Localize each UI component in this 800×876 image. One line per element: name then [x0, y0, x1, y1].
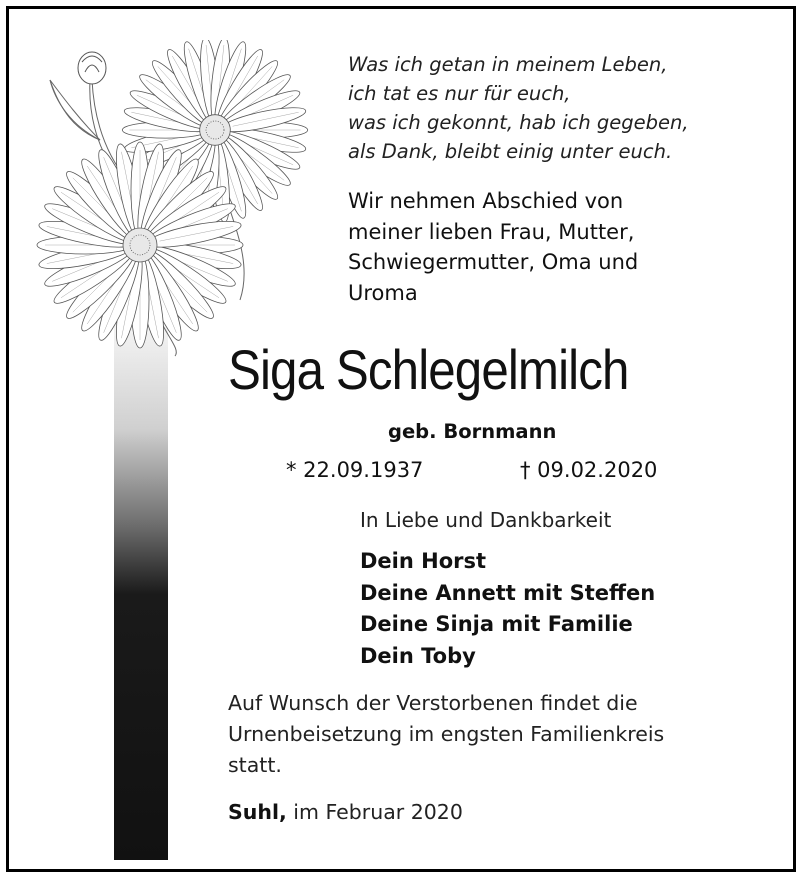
date-text: im Februar 2020: [286, 800, 463, 824]
deceased-name: Siga Schlegelmilch: [228, 338, 629, 401]
birth-date: * 22.09.1937: [286, 458, 424, 482]
funeral-notice: Auf Wunsch der Verstorbenen findet die Urnenbeisetzung im engsten Familienkreis statt.: [228, 691, 665, 777]
gratitude-line: In Liebe und Dankbarkeit: [360, 508, 612, 532]
daisy-flowers-illustration: [30, 40, 330, 360]
death-date: † 09.02.2020: [520, 458, 658, 482]
family-member: Dein Horst: [360, 549, 487, 573]
family-list: [360, 546, 655, 672]
family-member: Dein Toby: [360, 643, 476, 668]
birth-name: geb. Bornmann: [388, 420, 557, 443]
place-name: Suhl,: [228, 800, 287, 824]
family-member: Deine Sinja mit Familie: [360, 612, 633, 636]
farewell-text: Wir nehmen Abschied von meiner lieben Frau, Mutter, Schwiegermutter, Oma und Uroma: [348, 189, 639, 305]
place-date-line: [228, 800, 463, 824]
poem-verse: Was ich getan in meinem Leben, ich tat es nur für euch, was ich gekonnt, hab ich gegeben, als Dank, bleibt einig unter euch.: [348, 53, 689, 163]
family-member: Deine Annett mit Steffen: [360, 580, 656, 605]
